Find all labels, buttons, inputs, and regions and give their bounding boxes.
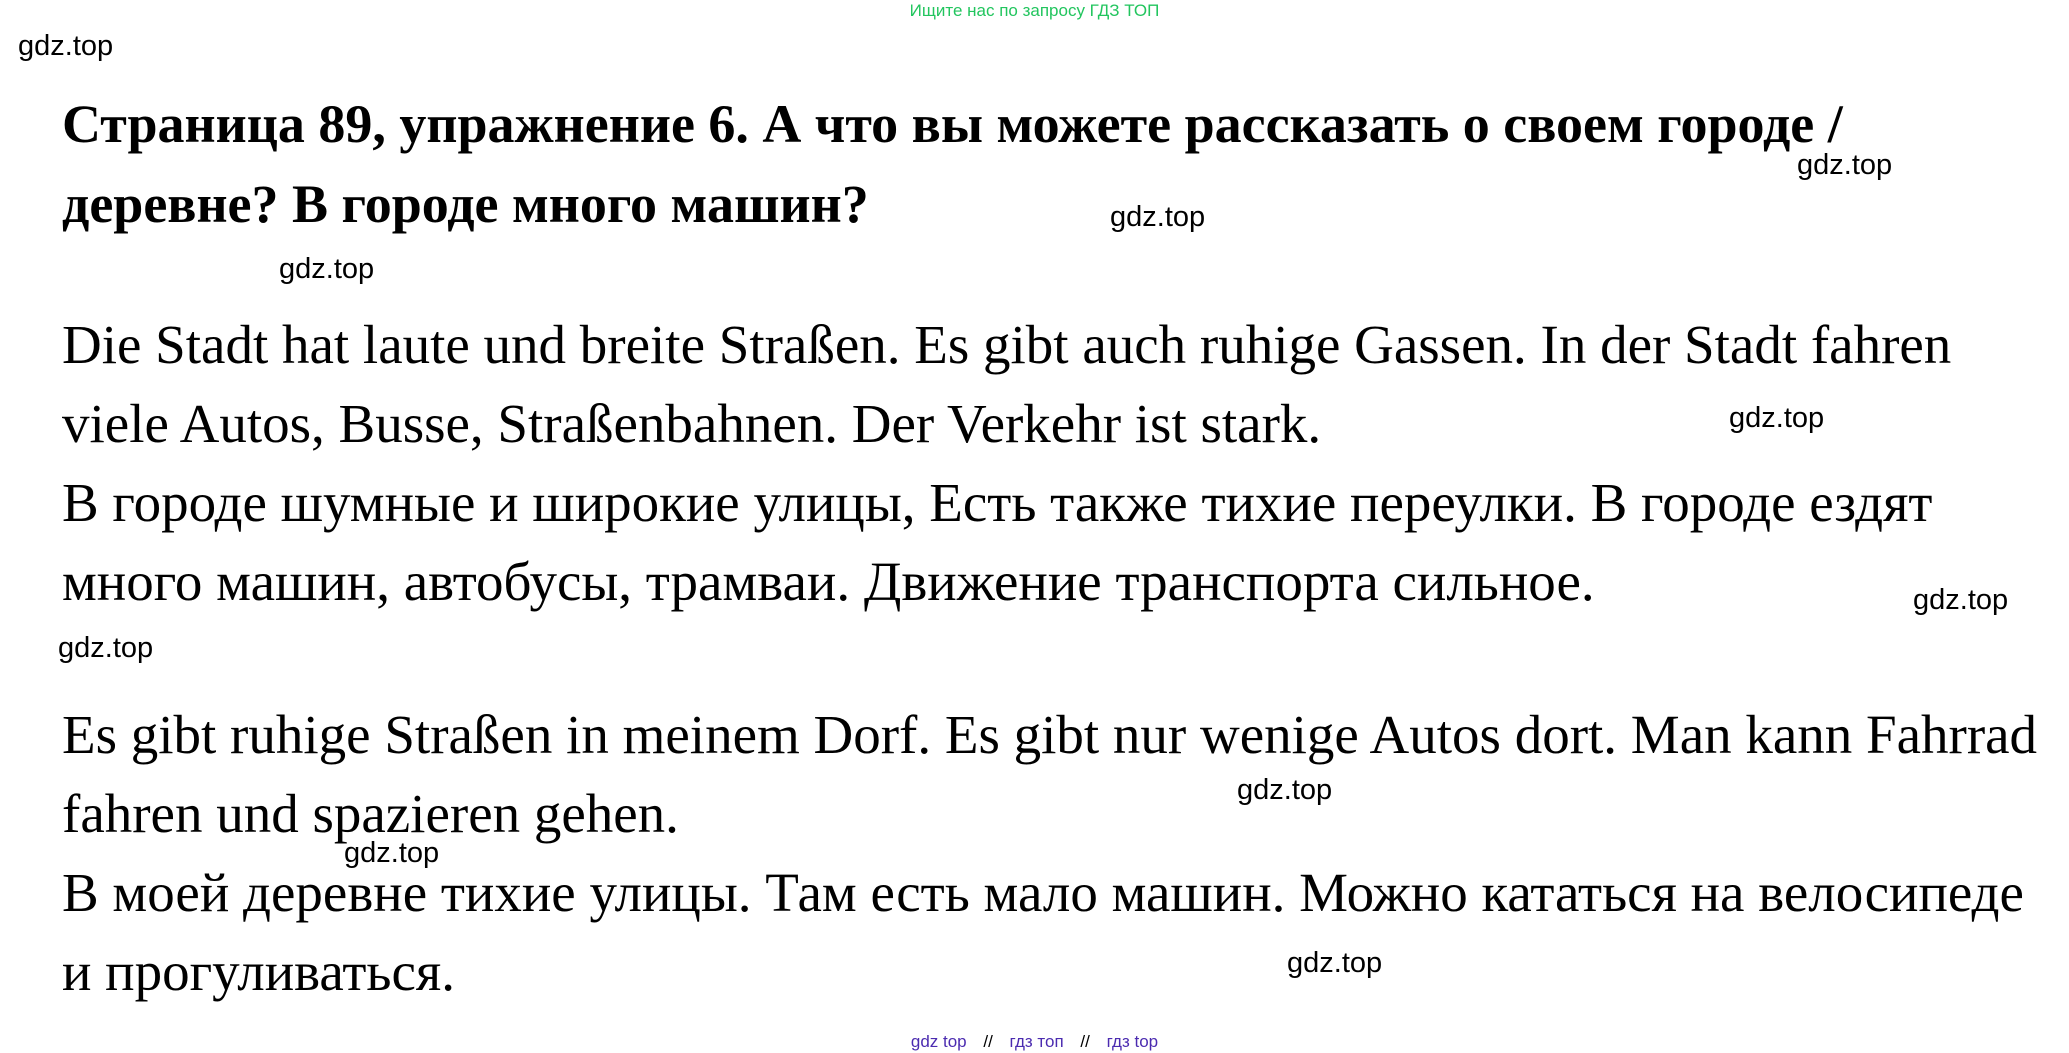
watermark: gdz.top (1237, 774, 1333, 806)
watermark: gdz.top (1729, 402, 1825, 434)
footer-link-gdz-top-ru[interactable]: гдз топ (1009, 1032, 1064, 1051)
watermark: gdz.top (1110, 201, 1206, 233)
watermark: gdz.top (1913, 584, 2009, 616)
top-banner-link[interactable] (0, 0, 2069, 22)
watermark: gdz.top (58, 632, 154, 664)
footer-separator: // (1080, 1032, 1090, 1051)
city-text-german: Die Stadt hat laute und breite Straßen. Es gibt auch ruhige Gassen. In der Stadt fahren viele Autos, Busse, Straßenbahnen. Der Verkehr ist stark. (62, 314, 1952, 454)
footer-link-gdz-top[interactable]: gdz top (910, 1032, 967, 1051)
watermark: gdz.top (1797, 149, 1893, 181)
watermark: gdz.top (18, 30, 114, 62)
footer-links (0, 1031, 2069, 1053)
footer-link-gdz-top-mixed[interactable]: гдз top (1106, 1032, 1159, 1051)
top-banner-text[interactable]: Ищите нас по запросу ГДЗ ТОП (909, 1, 1160, 20)
watermark: gdz.top (1287, 947, 1383, 979)
watermark: gdz.top (279, 253, 375, 285)
village-text-russian: В моей деревне тихие улицы. Там есть мало машин. Можно кататься на велосипеде и прогуливаться. (62, 862, 2024, 1002)
section-city (62, 305, 2052, 621)
footer-separator: // (983, 1032, 993, 1051)
watermark: gdz.top (344, 837, 440, 869)
village-text-german: Es gibt ruhige Straßen in meinem Dorf. Es gibt nur wenige Autos dort. Man kann Fahrrad fahren und spazieren gehen. (62, 704, 2038, 844)
city-text-russian: В городе шумные и широкие улицы, Есть также тихие переулки. В городе ездят много машин, автобусы, трамваи. Движение транспорта сильное. (62, 472, 1933, 612)
page-title: Страница 89, упражнение 6. А что вы можете рассказать о своем городе / деревне? В городе много машин? (62, 94, 1843, 234)
